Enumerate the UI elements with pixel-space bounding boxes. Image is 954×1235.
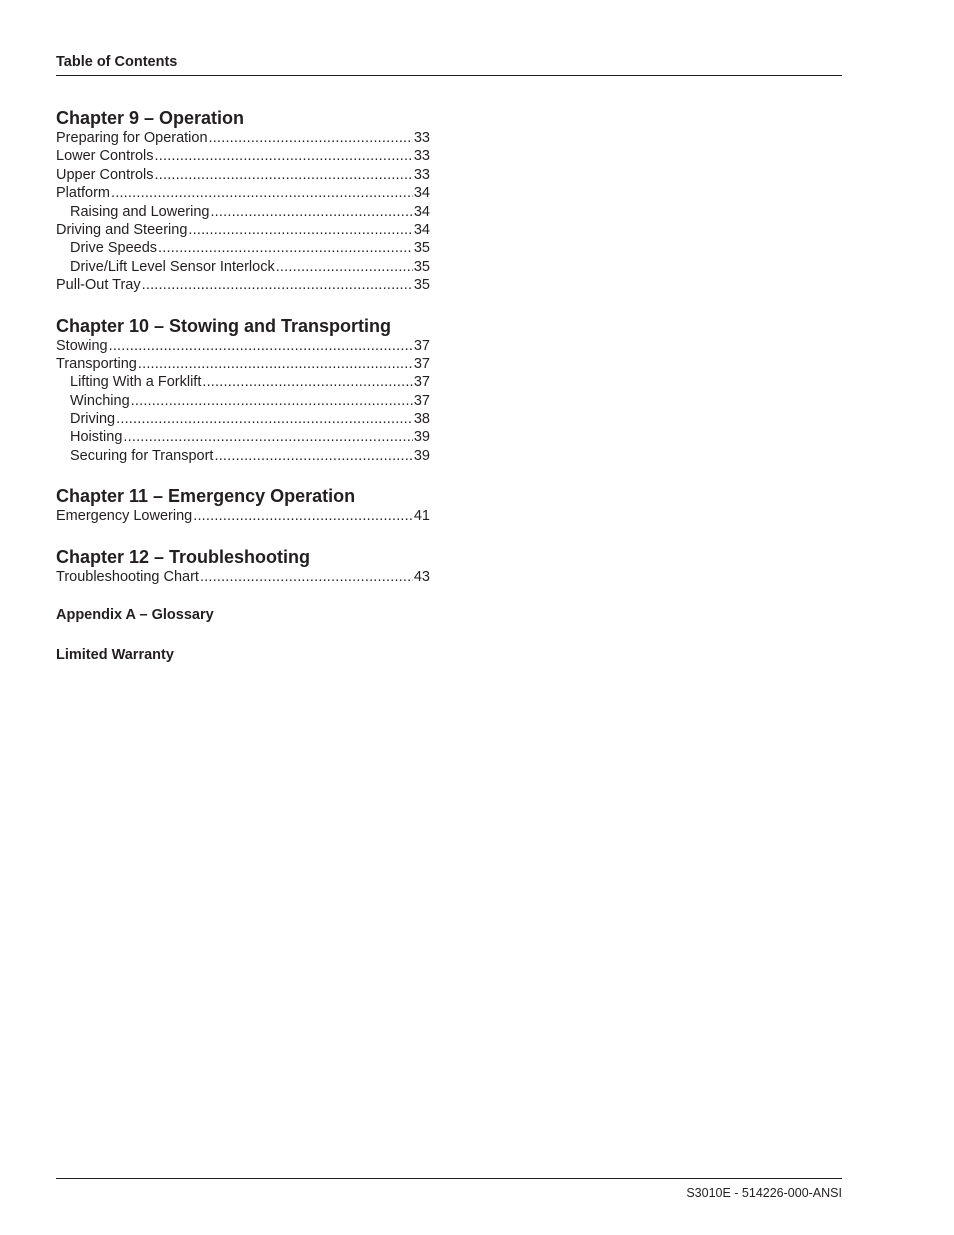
dot-leader bbox=[158, 239, 413, 257]
chapter-title[interactable]: Chapter 9 – Operation bbox=[56, 108, 245, 128]
dot-leader bbox=[131, 392, 413, 410]
toc-entry-page: 33 bbox=[413, 130, 430, 146]
toc-entry-label: Lifting With a Forklift bbox=[70, 374, 202, 391]
toc-entry-label: Hoisting bbox=[70, 429, 123, 446]
toc-entry-label: Raising and Lowering bbox=[70, 203, 210, 220]
toc-entry-page: 35 bbox=[413, 277, 430, 294]
dot-leader bbox=[116, 410, 413, 428]
toc-entry[interactable] bbox=[56, 568, 430, 586]
document-code: S3010E - 514226-000-ANSI bbox=[686, 1186, 842, 1200]
toc-entry-page: 43 bbox=[413, 568, 430, 585]
toc-entry[interactable] bbox=[56, 428, 430, 446]
toc-entry[interactable] bbox=[56, 373, 430, 391]
toc-entry-page: 34 bbox=[413, 203, 430, 220]
dot-leader bbox=[209, 129, 413, 147]
toc-entry-label: Drive Speeds bbox=[70, 240, 158, 257]
toc-entry-page: 35 bbox=[413, 258, 430, 275]
toc-entry-page: 33 bbox=[413, 148, 430, 165]
limited-warranty-title[interactable]: Limited Warranty bbox=[56, 647, 174, 664]
dot-leader bbox=[188, 221, 412, 239]
toc-entry[interactable] bbox=[56, 239, 430, 257]
toc-entry-label: Platform bbox=[56, 185, 110, 202]
chapter-title[interactable]: Chapter 12 – Troubleshooting bbox=[56, 546, 311, 567]
dot-leader bbox=[155, 166, 413, 184]
toc-entry-page: 38 bbox=[413, 411, 430, 428]
toc-entry-label: Drive/Lift Level Sensor Interlock bbox=[70, 258, 275, 275]
dot-leader bbox=[109, 337, 413, 355]
toc-entry[interactable] bbox=[56, 507, 430, 525]
toc-entry-label: Winching bbox=[70, 392, 130, 409]
dot-leader bbox=[123, 428, 412, 446]
toc-entry-label: Driving and Steering bbox=[56, 221, 188, 238]
toc-entry[interactable] bbox=[56, 166, 430, 184]
toc-entry[interactable] bbox=[56, 129, 430, 147]
dot-leader bbox=[200, 568, 413, 586]
chapter-title[interactable]: Chapter 10 – Stowing and Transporting bbox=[56, 315, 392, 336]
toc-entry-page: 37 bbox=[413, 392, 430, 409]
toc-entry-page: 39 bbox=[413, 447, 430, 464]
appendix-a-title[interactable]: Appendix A – Glossary bbox=[56, 607, 214, 624]
toc-entry[interactable] bbox=[56, 147, 430, 165]
toc-entry[interactable] bbox=[56, 276, 430, 294]
toc-entry-label: Securing for Transport bbox=[70, 447, 214, 464]
toc-entry-page: 37 bbox=[413, 374, 430, 391]
toc-entry-page: 34 bbox=[413, 221, 430, 238]
toc-entry-label: Stowing bbox=[56, 337, 108, 354]
dot-leader bbox=[111, 184, 413, 202]
header-rule bbox=[56, 75, 842, 76]
toc-entry[interactable] bbox=[56, 337, 430, 355]
toc-section-chapter-9 bbox=[56, 107, 430, 295]
toc-entry[interactable] bbox=[56, 392, 430, 410]
toc-entry-label: Emergency Lowering bbox=[56, 508, 193, 525]
toc-entry-label: Lower Controls bbox=[56, 148, 154, 165]
dot-leader bbox=[202, 373, 413, 391]
toc-entry-page: 34 bbox=[413, 185, 430, 202]
dot-leader bbox=[155, 147, 413, 165]
toc-entry-page: 37 bbox=[413, 355, 430, 372]
footer-rule bbox=[56, 1178, 842, 1179]
toc-entry[interactable] bbox=[56, 447, 430, 465]
dot-leader bbox=[214, 447, 412, 465]
dot-leader bbox=[276, 258, 413, 276]
toc-entry[interactable] bbox=[56, 221, 430, 239]
chapter-title[interactable]: Chapter 11 – Emergency Operation bbox=[56, 486, 356, 507]
toc-section-chapter-10 bbox=[56, 315, 430, 466]
toc-entry[interactable] bbox=[56, 410, 430, 428]
dot-leader bbox=[142, 276, 413, 294]
toc-entry[interactable] bbox=[56, 258, 430, 276]
toc-entry-page: 39 bbox=[413, 429, 430, 446]
table-of-contents bbox=[56, 107, 430, 664]
toc-entry-page: 41 bbox=[413, 508, 430, 525]
page-header-title: Table of Contents bbox=[56, 54, 178, 70]
toc-entry-label: Pull-Out Tray bbox=[56, 277, 141, 294]
toc-entry[interactable] bbox=[56, 355, 430, 373]
toc-section-chapter-12 bbox=[56, 546, 430, 586]
toc-entry[interactable] bbox=[56, 184, 430, 202]
toc-entry-label: Upper Controls bbox=[56, 166, 154, 183]
dot-leader bbox=[210, 203, 412, 221]
toc-entry-page: 35 bbox=[413, 240, 430, 257]
toc-entry-label: Troubleshooting Chart bbox=[56, 568, 199, 585]
toc-entry-page: 33 bbox=[413, 166, 430, 183]
toc-entry-label: Transporting bbox=[56, 355, 137, 372]
toc-entry-label: Preparing for Operation bbox=[56, 130, 208, 146]
toc-entry[interactable] bbox=[56, 203, 430, 221]
toc-section-chapter-11 bbox=[56, 485, 430, 525]
toc-entry-page: 37 bbox=[413, 337, 430, 354]
toc-entry-label: Driving bbox=[70, 411, 116, 428]
dot-leader bbox=[193, 507, 413, 525]
dot-leader bbox=[138, 355, 413, 373]
